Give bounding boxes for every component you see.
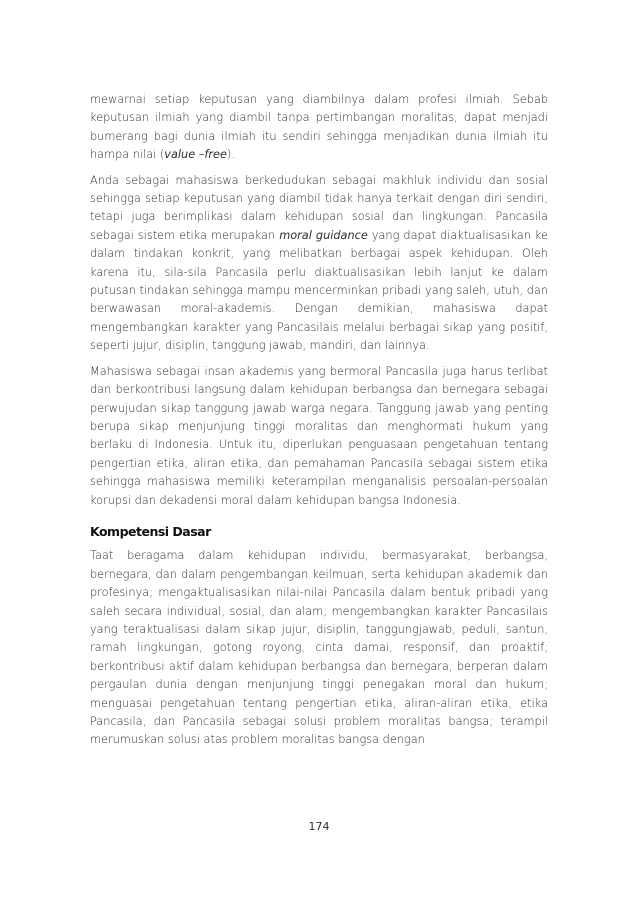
paragraph-2	[90, 172, 548, 356]
paragraph-4: Taat beragama dalam kehidupan individu, bermasyarakat, berbangsa, bernegara, dan dalam pengembangan keilmuan, serta kehidupan akademik dan profesinya; mengaktualisasikan nilai-nilai Pancasila dalam bentuk pribadi yang saleh secara individual, sosial, dan alam; mengembangkan karakter Pancasilais yang teraktualisasi dalam sikap jujur, disiplin, tanggungjawab, peduli, santun, ramah lingkungan, gotong royong, cinta damai, responsif, dan proaktif; berkontribusi aktif dalam kehidupan berbangsa dan bernegara, berperan dalam pergaulan dunia dengan menjunjung tinggi penegakan moral dan hukum; menguasai pengetahuan tentang pengertian etika, aliran-aliran etika, etika Pancasila, dan Pancasila sebagai solusi problem moralitas bangsa; terampil merumuskan solusi atas problem moralitas bangsa dengan	[90, 549, 548, 747]
paragraph-3: Mahasiswa sebagai insan akademis yang bermoral Pancasila juga harus terlibat dan berkontribusi langsung dalam kehidupan berbangsa dan bernegara sebagai perwujudan sikap tanggung jawab warga negara. Tanggung jawab yang penting berupa sikap menjunjung tinggi moralitas dan menghormati hukum yang berlaku di Indonesia. Untuk itu, diperlukan penguasaan pengetahuan tentang pengertian etika, aliran etika, dan pemahaman Pancasila sebagai sistem etika sehingga mahasiswa memiliki keterampilan menganalisis persoalan-persoalan korupsi dan dekadensi moral dalam kehidupan bangsa Indonesia.	[90, 364, 548, 507]
page-body	[90, 91, 548, 757]
page-number: 174	[308, 820, 330, 833]
paragraph-1-end: ).	[226, 148, 235, 162]
section-heading: Kompetensi Dasar	[90, 523, 211, 539]
paragraph-2-end: yang dapat diaktualisasikan ke dalam tindakan konkrit, yang melibatkan berbagai aspek kehidupan. Oleh karena itu, sila-sila Pancasila perlu diaktualisasikan lebih lanjut ke dalam putusan tindakan sehingga mampu mencerminkan pribadi yang saleh, utuh, dan berwawasan moral-akademis. Dengan demikian, mahasiswa dapat mengembangkan karakter yang Pancasilais melalui berbagai sikap yang positif, seperti jujur, disiplin, tanggung jawab, mandiri, dan lainnya.	[90, 228, 548, 353]
paragraph-1-text: mewarnai setiap keputusan yang diambilnya dalam profesi ilmiah. Sebab keputusan ilmiah yang diambil tanpa pertimbangan moralitas, dapat menjadi bumerang bagi dunia ilmiah itu sendiri sehingga menjadikan dunia ilmiah itu hampa nilai (	[90, 93, 548, 162]
paragraph-1-italic: value –free	[164, 148, 227, 162]
paragraph-1	[90, 91, 548, 165]
paragraph-2-text: Anda sebagai mahasiswa berkedudukan sebagai makhluk individu dan sosial sehingga setiap keputusan yang diambil tidak hanya terkait dengan diri sendiri, tetapi juga berimplikasi dalam kehidupan sosial dan lingkungan. Pancasila sebagai sistem etika merupakan	[90, 173, 548, 242]
paragraph-2-italic: moral guidance	[279, 228, 368, 242]
